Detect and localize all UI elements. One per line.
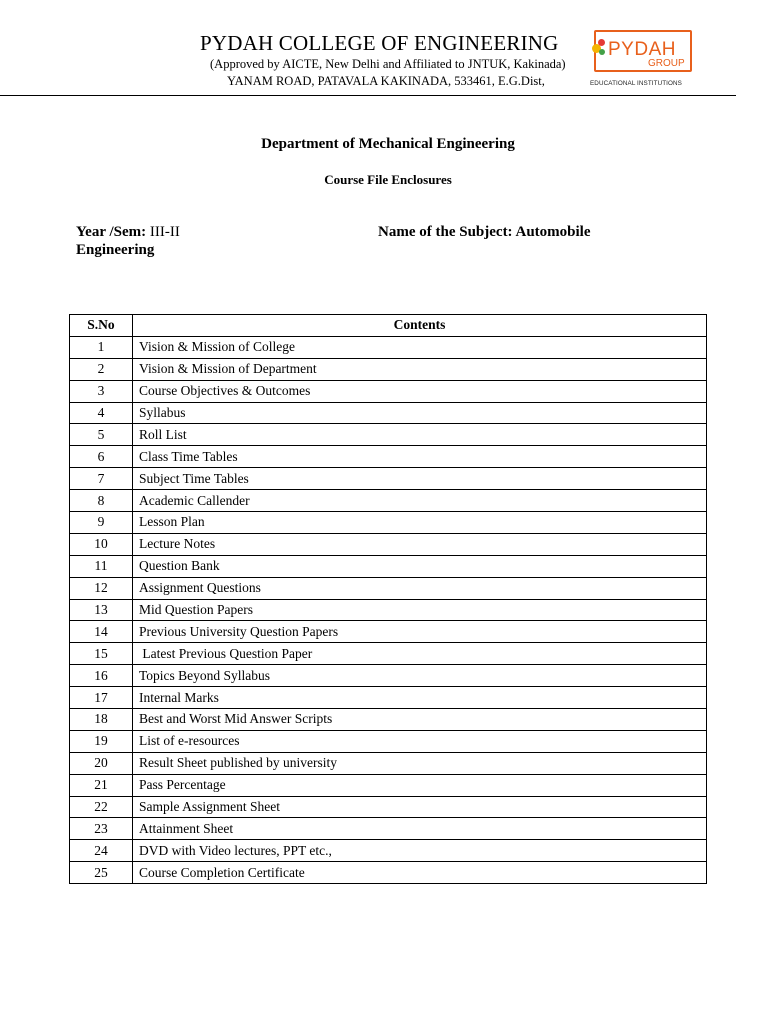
row-sno: 4 <box>70 402 133 424</box>
department-title: Department of Mechanical Engineering <box>261 136 515 152</box>
table-row <box>70 709 707 731</box>
logo-wordmark: PYDAH <box>608 39 676 60</box>
row-content: Syllabus <box>133 402 707 424</box>
row-sno: 15 <box>70 643 133 665</box>
row-sno: 1 <box>70 336 133 358</box>
table-row <box>70 621 707 643</box>
table-row <box>70 862 707 884</box>
college-address: YANAM ROAD, PATAVALA KAKINADA, 533461, E.G.Dist, <box>227 74 545 88</box>
table-header-row <box>70 315 707 337</box>
table-row <box>70 730 707 752</box>
row-content: DVD with Video lectures, PPT etc., <box>133 840 707 862</box>
table-row <box>70 468 707 490</box>
table-row <box>70 687 707 709</box>
row-content: Pass Percentage <box>133 774 707 796</box>
row-content: Previous University Question Papers <box>133 621 707 643</box>
logo-dot-icon <box>599 49 605 55</box>
row-content: Course Objectives & Outcomes <box>133 380 707 402</box>
table-row <box>70 533 707 555</box>
year-sem-label: Year /Sem: <box>76 224 147 240</box>
row-content: List of e-resources <box>133 730 707 752</box>
enclosures-table <box>69 314 707 884</box>
row-sno: 19 <box>70 730 133 752</box>
row-sno: 6 <box>70 446 133 468</box>
row-sno: 21 <box>70 774 133 796</box>
row-content: Topics Beyond Syllabus <box>133 665 707 687</box>
college-name: PYDAH COLLEGE OF ENGINEERING <box>200 31 559 55</box>
row-content: Internal Marks <box>133 687 707 709</box>
row-content: Roll List <box>133 424 707 446</box>
logo-tagline: EDUCATIONAL INSTITUTIONS <box>590 80 682 87</box>
row-content: Best and Worst Mid Answer Scripts <box>133 709 707 731</box>
row-content: Assignment Questions <box>133 577 707 599</box>
year-sem <box>76 224 180 241</box>
table-row <box>70 336 707 358</box>
row-sno: 13 <box>70 599 133 621</box>
row-content: Question Bank <box>133 555 707 577</box>
row-content: Mid Question Papers <box>133 599 707 621</box>
table-row <box>70 446 707 468</box>
row-content: Lecture Notes <box>133 533 707 555</box>
row-content: Academic Callender <box>133 490 707 512</box>
row-sno: 18 <box>70 709 133 731</box>
row-sno: 20 <box>70 752 133 774</box>
row-sno: 5 <box>70 424 133 446</box>
table-row <box>70 577 707 599</box>
table-row <box>70 490 707 512</box>
table-row <box>70 665 707 687</box>
row-sno: 25 <box>70 862 133 884</box>
subject-label: Name of the Subject: <box>378 224 513 240</box>
row-sno: 23 <box>70 818 133 840</box>
row-content: Vision & Mission of College <box>133 336 707 358</box>
row-sno: 11 <box>70 555 133 577</box>
table-row <box>70 358 707 380</box>
row-content: Latest Previous Question Paper <box>133 643 707 665</box>
table-row <box>70 796 707 818</box>
row-sno: 24 <box>70 840 133 862</box>
row-sno: 14 <box>70 621 133 643</box>
table-row <box>70 512 707 534</box>
subject-value: Automobile <box>515 224 591 240</box>
row-sno: 9 <box>70 512 133 534</box>
approval-line: (Approved by AICTE, New Delhi and Affiliated to JNTUK, Kakinada) <box>210 57 566 71</box>
table-row <box>70 840 707 862</box>
year-sem-value: III-II <box>149 224 180 240</box>
row-content: Attainment Sheet <box>133 818 707 840</box>
table-row <box>70 643 707 665</box>
row-content: Sample Assignment Sheet <box>133 796 707 818</box>
row-sno: 2 <box>70 358 133 380</box>
subject-name <box>378 224 591 241</box>
header-divider <box>0 95 736 96</box>
table-row <box>70 424 707 446</box>
row-content: Result Sheet published by university <box>133 752 707 774</box>
row-sno: 10 <box>70 533 133 555</box>
row-content: Course Completion Certificate <box>133 862 707 884</box>
pydah-group-logo <box>588 30 694 90</box>
logo-group-text: GROUP <box>648 58 685 69</box>
row-sno: 8 <box>70 490 133 512</box>
row-sno: 7 <box>70 468 133 490</box>
logo-dot-icon <box>598 39 605 46</box>
row-content: Class Time Tables <box>133 446 707 468</box>
row-sno: 3 <box>70 380 133 402</box>
table-row <box>70 555 707 577</box>
table-row <box>70 599 707 621</box>
table-row <box>70 402 707 424</box>
document-subtitle: Course File Enclosures <box>324 172 452 187</box>
row-sno: 12 <box>70 577 133 599</box>
row-sno: 22 <box>70 796 133 818</box>
row-sno: 17 <box>70 687 133 709</box>
table-row <box>70 774 707 796</box>
subject-name-continuation: Engineering <box>76 242 155 258</box>
row-content: Vision & Mission of Department <box>133 358 707 380</box>
header-contents: Contents <box>133 315 707 337</box>
table-row <box>70 752 707 774</box>
row-content: Subject Time Tables <box>133 468 707 490</box>
row-content: Lesson Plan <box>133 512 707 534</box>
header-sno: S.No <box>70 315 133 337</box>
table-row <box>70 818 707 840</box>
row-sno: 16 <box>70 665 133 687</box>
table-row <box>70 380 707 402</box>
